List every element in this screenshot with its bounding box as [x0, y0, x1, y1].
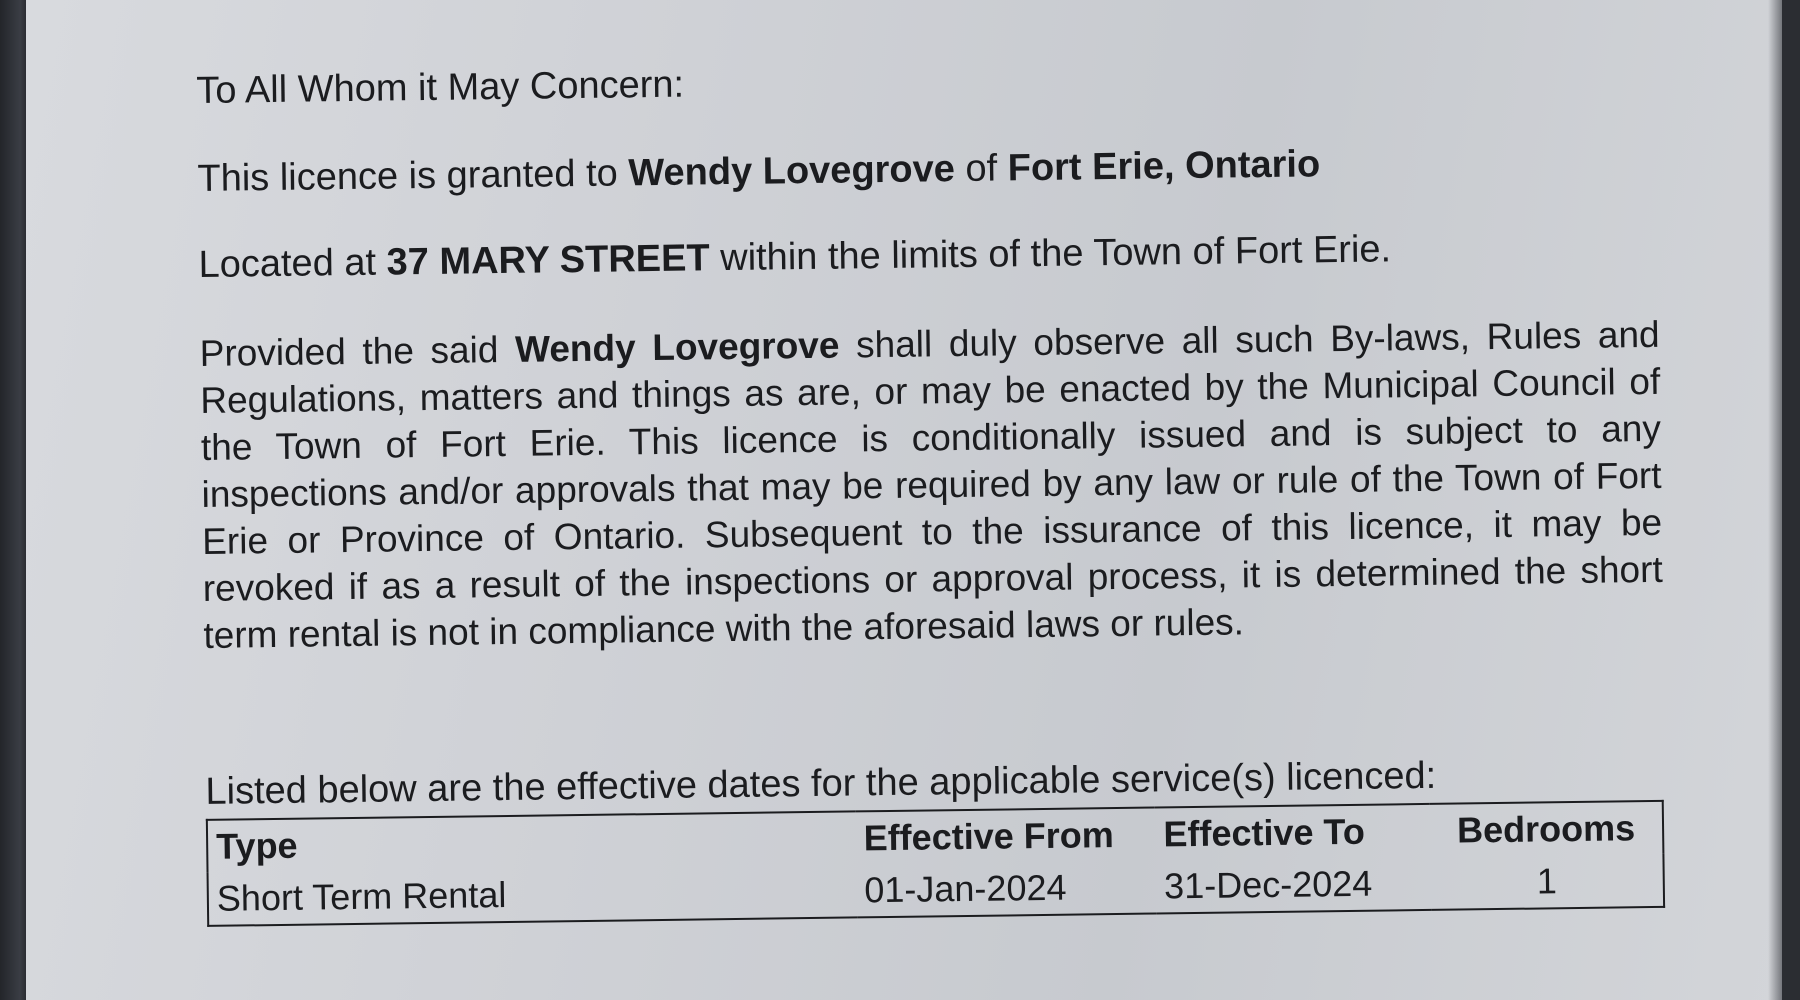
location-statement [198, 223, 1678, 288]
header-bedrooms: Bedrooms [1456, 807, 1636, 851]
location-prefix: Located at [198, 241, 387, 286]
licensee-place: Fort Erie, Ontario [1007, 143, 1321, 190]
conditions-paragraph [199, 311, 1663, 659]
document-body [196, 49, 1687, 927]
grant-prefix: This licence is granted to [197, 152, 629, 200]
location-suffix: within the limits of the Town of Fort Erie. [709, 228, 1392, 280]
header-effective-from: Effective From [863, 814, 1114, 859]
cell-effective-from: 01-Jan-2024 [864, 866, 1067, 911]
grant-of: of [954, 147, 1008, 191]
licence-document [26, 0, 1782, 1000]
cell-type: Short Term Rental [216, 874, 507, 919]
grant-statement [197, 137, 1677, 202]
salutation: To All Whom it May Concern: [196, 63, 685, 112]
conditions-licensee-name: Wendy Lovegrove [514, 324, 840, 370]
services-intro: Listed below are the effective dates for the applicable service(s) licenced: [205, 754, 1437, 813]
services-table [206, 800, 1665, 927]
conditions-body: shall duly observe all such By-laws, Rules and Regulations, matters and things as are, or may be enacted by the Municipal Council of the Town of Fort Erie. This licence is conditionally issued and is subject to any inspections and/or approvals that may be required by any law or rule of the Town of Fort Erie or Province of Ontario. Subsequent to the issurance of this licence, it may be revoked if as a result of the inspections or approval process, it is determined the short term rental is not in compliance with the aforesaid laws or rules. [200, 313, 1663, 656]
property-address: 37 MARY STREET [386, 237, 710, 284]
conditions-prefix: Provided the said [199, 328, 516, 374]
cell-bedrooms: 1 [1536, 860, 1558, 902]
licensee-name: Wendy Lovegrove [628, 148, 956, 195]
header-effective-to: Effective To [1163, 810, 1366, 855]
cell-effective-to: 31-Dec-2024 [1163, 862, 1373, 907]
header-type: Type [215, 824, 298, 867]
